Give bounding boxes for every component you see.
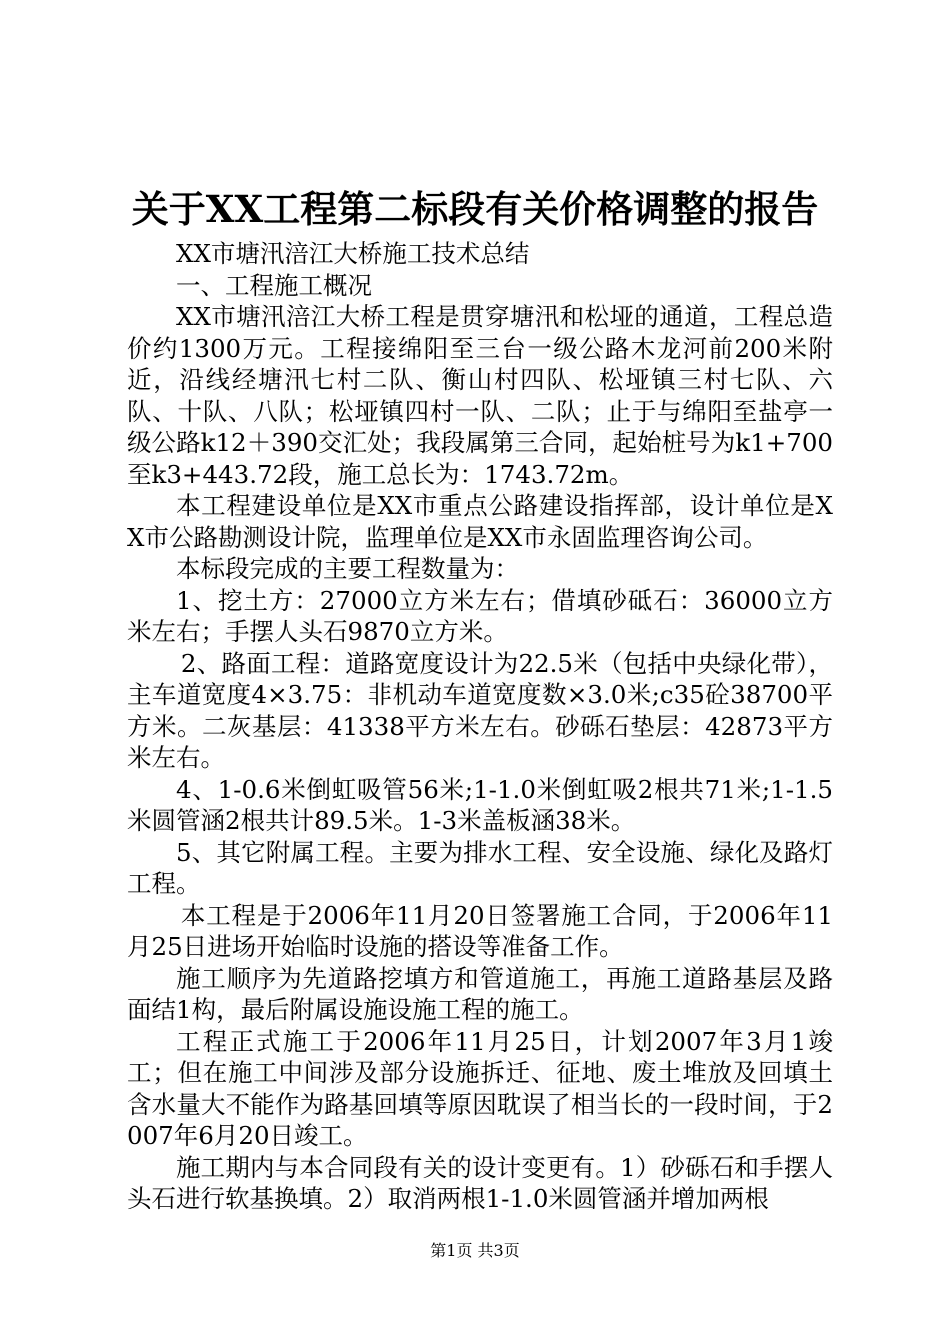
paragraph-sequence: 施工顺序为先道路挖填方和管道施工，再施工道路基层及路面结1构，最后附属设施设施工程的施工。 — [127, 963, 833, 1024]
paragraph-section-heading: 一、工程施工概况 — [176, 270, 372, 300]
paragraph-item-5: 5、其它附属工程。主要为排水工程、安全设施、绿化及路灯工程。 — [127, 837, 833, 898]
paragraph-item-4: 4、1-0.6米倒虹吸管56米;1-1.0米倒虹吸2根共71米;1-1.5米圆管涵2根共计89.5米。1-3米盖板涵38米。 — [127, 774, 833, 835]
paragraph-quantities-intro: 本标段完成的主要工程数量为： — [176, 554, 519, 583]
paragraph-schedule: 工程正式施工于2006年11月25日，计划2007年3月1竣工；但在施工中间涉及部分设施拆迁、征地、废土堆放及回填土含水量大不能作为路基回填等原因耽误了相当长的一段时间，于2007年6月20日竣工。 — [127, 1026, 833, 1150]
paragraph-overview: XX市塘汛涪江大桥工程是贯穿塘汛和松垭的通道，工程总造价约1300万元。工程接绵阳至三台一级公路木龙河前200米附近，沿线经塘汛七村二队、衡山村四队、松垭镇三村七队、六队、十队、八队；松垭镇四村一队、二队；止于与绵阳至盐亭一级公路k12＋390交汇处；我段属第三合同，起始桩号为k1+700至k3+443.72段，施工总长为：1743.72m。 — [127, 302, 833, 489]
paragraph-design-changes: 施工期内与本合同段有关的设计变更有。1）砂砾石和手摆人头石进行软基换填。2）取消两根1-1.0米圆管涵并增加两根 — [127, 1152, 833, 1213]
paragraph-item-1: 1、挖土方：27000立方米左右；借填砂砥石：36000立方米左右；手摆人头石9870立方米。 — [127, 585, 833, 646]
page-footer: 第1页 共3页 — [430, 1241, 520, 1260]
paragraph-contract: 本工程是于2006年11月20日签署施工合同，于2006年11月25日进场开始临时设施的搭设等准备工作。 — [127, 900, 833, 961]
document-body — [127, 238, 833, 1215]
paragraph-units: 本工程建设单位是XX市重点公路建设指挥部，设计单位是XX市公路勘测设计院，监理单位是XX市永固监理咨询公司。 — [127, 491, 833, 552]
paragraph-item-2: 2、路面工程：道路宽度设计为22.5米（包括中央绿化带），主车道宽度4×3.75：非机动车道宽度数×3.0米;c35砼38700平方米。二灰基层：41338平方米左右。砂砾石垫层：42873平方米左右。 — [127, 648, 833, 772]
paragraph-subtitle: XX市塘汛涪江大桥施工技术总结 — [176, 239, 530, 268]
document-title: 关于XX工程第二标段有关价格调整的报告 — [131, 187, 819, 231]
